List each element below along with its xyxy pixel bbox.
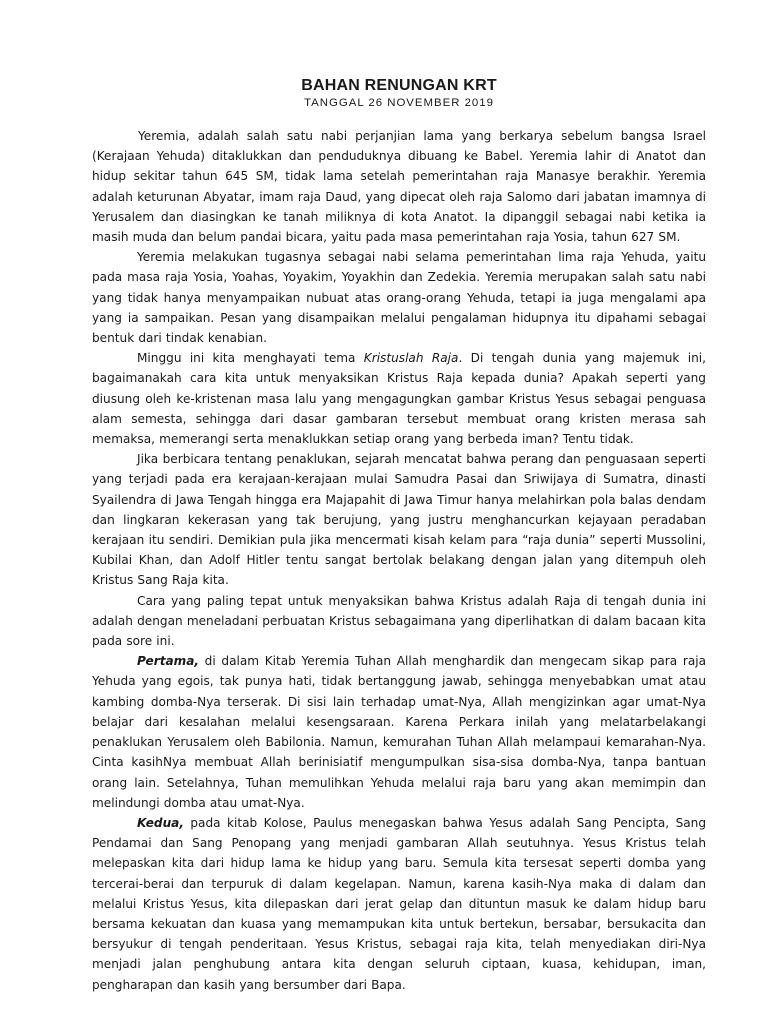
- paragraph-3-text-start: Minggu ini kita menghayati tema: [137, 351, 364, 366]
- theme-title: Kristuslah Raja: [363, 351, 459, 366]
- paragraph-2: Yeremia melakukan tugasnya sebagai nabi selama pemerintahan lima raja Yehuda, yaitu pada masa raja Yosia, Yoahas, Yoyakim, Yoyakhin dan Zedekia. Yeremia merupakan salah satu nabi yang tidak hanya menyampaikan nubuat atas orang-orang Yehuda, tetapi ia juga mengalami apa yang ia sampaikan. Pesan yang disampaikan melalui pengalaman hidupnya itu dipahami sebagai bentuk dari tindak kenabian.: [92, 250, 706, 346]
- document-title: BAHAN RENUNGAN KRT: [301, 77, 497, 94]
- paragraph-6: [92, 651, 706, 813]
- paragraph-6-text: di dalam Kitab Yeremia Tuhan Allah menghardik dan mengecam sikap para raja Yehuda yang egois, tak punya hati, tidak bertanggung jawab, sehingga menyebabkan umat atau kambing domba-Nya terserak. Di sisi lain terhadap umat-Nya, Allah mengizinkan agar umat-Nya belajar dari kesalahan melalui kesengsaraan. Karena Perkara inilah yang melatarbelakangi penaklukan Yerusalem oleh Babilonia. Namun, kemurahan Tuhan Allah melampaui kemarahan-Nya. Cinta kasihNya membuat Allah berinisiatif mengumpulkan sisa-sisa domba-Nya, tanpa bantuan orang lain. Setelahnya, Tuhan memulihkan Yehuda melalui raja baru yang akan memimpin dan melindungi domba atau umat-Nya.: [92, 654, 706, 810]
- paragraph-6-lead: Pertama,: [137, 654, 200, 669]
- paragraph-3-text-end: . Di tengah dunia yang majemuk ini, bagaimanakah cara kita untuk menyaksikan Kristus Raja kepada dunia? Apakah seperti yang diusung oleh ke-kristenan masa lalu yang mengagungkan gambar Kristus Yesus sebagai penguasa alam semesta, sehingga dari dasar gambaran tersebut membuat orang kristen merasa sah memaksa, memerangi serta menaklukkan setiap orang yang berbeda iman? Tentu tidak.: [92, 351, 706, 447]
- paragraph-7-text: pada kitab Kolose, Paulus menegaskan bahwa Yesus adalah Sang Pencipta, Sang Pendamai dan Sang Penopang yang menjadi gambaran Allah seutuhnya. Yesus Kristus telah melepaskan kita dari hidup lama ke hidup yang baru. Semula kita tersesat seperti domba yang tercerai-berai dan terpuruk di dalam kegelapan. Namun, karena kasih-Nya maka di dalam dan melalui Kristus Yesus, kita dilepaskan dari jerat gelap dan dituntun masuk ke dalam hidup baru bersama kekuatan dan kuasa yang memampukan kita untuk bertekun, bersabar, bersukacita dan bersyukur di tengah penderitaan. Yesus Kristus, sebagai raja kita, telah menyediakan diri-Nya menjadi jalan penghubung antara kita dengan seluruh ciptaan, kuasa, kehidupan, iman, pengharapan dan kasih yang bersumber dari Bapa.: [92, 815, 706, 992]
- paragraph-7-lead: Kedua,: [137, 815, 184, 830]
- paragraph-3: [92, 348, 706, 449]
- paragraph-4: Jika berbicara tentang penaklukan, sejarah mencatat bahwa perang dan penguasaan seperti yang terjadi pada era kerajaan-kerajaan mulai Samudra Pasai dan Sriwijaya di Sumatra, dinasti Syailendra di Jawa Tengah hingga era Majapahit di Jawa Timur hanya melahirkan pola balas dendam dan lingkaran kekerasan yang tak berujung, yang justru menghancurkan kejayaan peradaban kerajaan itu sendiri. Demikian pula jika mencermati kisah kelam para “raja dunia” seperti Mussolini, Kubilai Khan, dan Adolf Hitler tentu sangat bertolak belakang dengan jalan yang ditempuh oleh Kristus Sang Raja kita.: [92, 452, 706, 588]
- document-page: [92, 76, 706, 995]
- paragraph-7: [92, 813, 706, 995]
- paragraph-5: Cara yang paling tepat untuk menyaksikan bahwa Kristus adalah Raja di tengah dunia ini adalah dengan meneladani perbuatan Kristus sebagaimana yang diperlihatkan di dalam bacaan kita pada sore ini.: [92, 593, 706, 649]
- paragraph-1: Yeremia, adalah salah satu nabi perjanjian lama yang berkarya sebelum bangsa Israel (Kerajaan Yehuda) ditaklukkan dan penduduknya dibuang ke Babel. Yeremia lahir di Anatot dan hidup sekitar tahun 645 SM, tidak lama setelah pemerintahan raja Manasye berakhir. Yeremia adalah keturunan Abyatar, imam raja Daud, yang dipecat oleh raja Salomo dari jabatan imamnya di Yerusalem dan diasingkan ke tanah miliknya di kota Anatot. Ia dipanggil sebagai nabi ketika ia masih muda dan belum pandai bicara, yaitu pada masa pemerintahan raja Yosia, tahun 627 SM.: [92, 129, 706, 245]
- document-date: TANGGAL 26 NOVEMBER 2019: [304, 97, 494, 109]
